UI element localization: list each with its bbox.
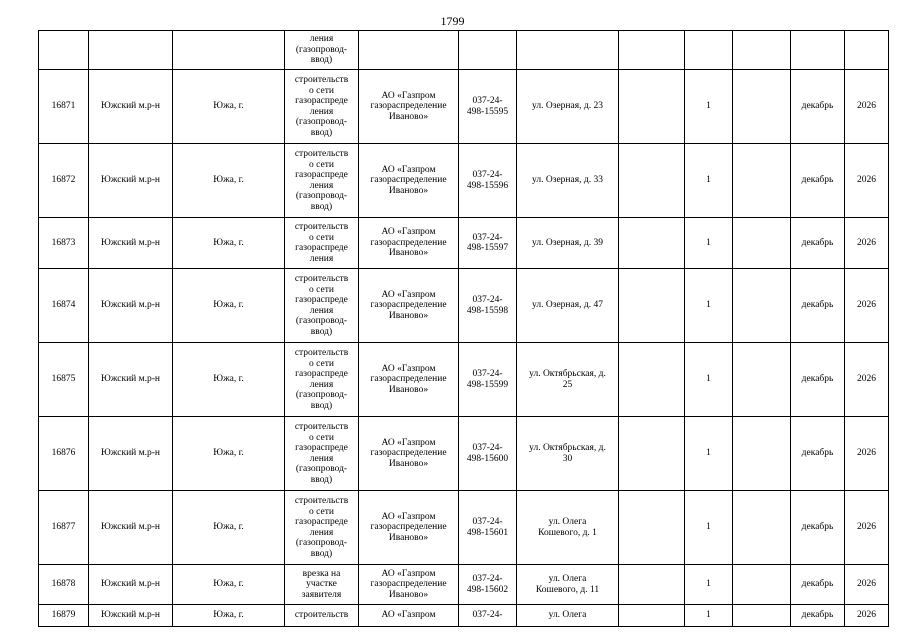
cell-qty: 1 [685,269,733,343]
cell-qty: 1 [685,417,733,491]
cell-empty [619,31,685,70]
cell-type: строительств [285,605,359,627]
cell-type: строительств о сети газораспреде ления (газопровод- ввод) [285,343,359,417]
table-row [39,491,889,565]
table-row-partial [39,31,889,70]
cell-year: 2026 [845,565,889,605]
cell-num: 16873 [39,218,89,269]
cell-type: строительств о сети газораспреде ления [285,218,359,269]
cell-num: 16875 [39,343,89,417]
cell-empty [733,31,791,70]
cell-month: декабрь [791,491,845,565]
cell-year: 2026 [845,491,889,565]
cell-address: ул. Олега Кошевого, д. 1 [517,491,619,565]
cell-year: 2026 [845,343,889,417]
cell-org: АО «Газпром [359,605,459,627]
cell-address: ул. Олега Кошевого, д. 11 [517,565,619,605]
cell-code [459,31,517,70]
table-body [39,31,889,627]
cell-code: 037-24- 498-15597 [459,218,517,269]
cell-year: 2026 [845,144,889,218]
cell-empty [733,491,791,565]
cell-org [359,31,459,70]
cell-type: строительств о сети газораспреде ления (газопровод- ввод) [285,491,359,565]
cell-org: АО «Газпром газораспределение Иваново» [359,218,459,269]
cell-qty: 1 [685,70,733,144]
cell-code: 037-24- [459,605,517,627]
cell-num: 16872 [39,144,89,218]
cell-org: АО «Газпром газораспределение Иваново» [359,144,459,218]
cell-code: 037-24- 498-15596 [459,144,517,218]
cell-org: АО «Газпром газораспределение Иваново» [359,70,459,144]
cell-city: Южа, г. [173,491,285,565]
cell-address: ул. Озерная, д. 23 [517,70,619,144]
cell-city: Южа, г. [173,218,285,269]
cell-address: ул. Олега [517,605,619,627]
table-row [39,144,889,218]
table-row [39,269,889,343]
table-row [39,565,889,605]
cell-district: Южский м.р-н [89,417,173,491]
cell-type: врезка на участке заявителя [285,565,359,605]
cell-num: 16878 [39,565,89,605]
table-row [39,605,889,627]
cell-year: 2026 [845,605,889,627]
cell-code: 037-24- 498-15601 [459,491,517,565]
cell-address: ул. Озерная, д. 33 [517,144,619,218]
cell-district: Южский м.р-н [89,491,173,565]
cell-empty [619,144,685,218]
cell-district: Южский м.р-н [89,343,173,417]
cell-org: АО «Газпром газораспределение Иваново» [359,491,459,565]
cell-num [39,31,89,70]
cell-district [89,31,173,70]
cell-qty: 1 [685,605,733,627]
cell-month: декабрь [791,70,845,144]
cell-address [517,31,619,70]
table-row [39,218,889,269]
cell-code: 037-24- 498-15602 [459,565,517,605]
cell-empty [619,491,685,565]
cell-month: декабрь [791,144,845,218]
cell-qty: 1 [685,144,733,218]
cell-city: Южа, г. [173,565,285,605]
cell-empty [733,269,791,343]
cell-district: Южский м.р-н [89,565,173,605]
cell-code: 037-24- 498-15598 [459,269,517,343]
table-row [39,70,889,144]
cell-month: декабрь [791,343,845,417]
cell-qty [685,31,733,70]
cell-district: Южский м.р-н [89,269,173,343]
cell-code: 037-24- 498-15600 [459,417,517,491]
cell-city: Южа, г. [173,417,285,491]
cell-month: декабрь [791,565,845,605]
cell-year: 2026 [845,417,889,491]
cell-city: Южа, г. [173,269,285,343]
cell-type: строительств о сети газораспреде ления (газопровод- ввод) [285,144,359,218]
cell-type: ления (газопровод- ввод) [285,31,359,70]
cell-address: ул. Октябрьская, д. 30 [517,417,619,491]
table-row [39,343,889,417]
cell-address: ул. Озерная, д. 47 [517,269,619,343]
cell-empty [733,605,791,627]
cell-city: Южа, г. [173,70,285,144]
cell-district: Южский м.р-н [89,605,173,627]
page-number: 1799 [440,14,465,28]
cell-type: строительств о сети газораспреде ления (газопровод- ввод) [285,417,359,491]
cell-org: АО «Газпром газораспределение Иваново» [359,343,459,417]
cell-org: АО «Газпром газораспределение Иваново» [359,269,459,343]
cell-type: строительств о сети газораспреде ления (газопровод- ввод) [285,70,359,144]
cell-type: строительств о сети газораспреде ления (газопровод- ввод) [285,269,359,343]
cell-city [173,31,285,70]
cell-empty [733,144,791,218]
cell-empty [733,343,791,417]
cell-city: Южа, г. [173,144,285,218]
cell-year: 2026 [845,218,889,269]
cell-district: Южский м.р-н [89,218,173,269]
cell-city: Южа, г. [173,343,285,417]
cell-empty [619,417,685,491]
cell-empty [619,343,685,417]
cell-year: 2026 [845,70,889,144]
registry-table [38,30,889,627]
cell-city: Южа, г. [173,605,285,627]
cell-empty [619,605,685,627]
cell-year [845,31,889,70]
cell-district: Южский м.р-н [89,144,173,218]
cell-empty [733,417,791,491]
cell-qty: 1 [685,565,733,605]
cell-month: декабрь [791,605,845,627]
cell-empty [619,565,685,605]
cell-empty [733,70,791,144]
cell-code: 037-24- 498-15595 [459,70,517,144]
cell-district: Южский м.р-н [89,70,173,144]
cell-num: 16876 [39,417,89,491]
cell-qty: 1 [685,218,733,269]
cell-qty: 1 [685,491,733,565]
cell-org: АО «Газпром газораспределение Иваново» [359,565,459,605]
cell-year: 2026 [845,269,889,343]
cell-empty [619,218,685,269]
cell-num: 16877 [39,491,89,565]
cell-qty: 1 [685,343,733,417]
cell-month [791,31,845,70]
cell-address: ул. Октябрьская, д. 25 [517,343,619,417]
table-row [39,417,889,491]
cell-num: 16871 [39,70,89,144]
cell-num: 16879 [39,605,89,627]
cell-code: 037-24- 498-15599 [459,343,517,417]
cell-empty [733,565,791,605]
cell-org: АО «Газпром газораспределение Иваново» [359,417,459,491]
cell-address: ул. Озерная, д. 39 [517,218,619,269]
cell-empty [619,269,685,343]
cell-month: декабрь [791,218,845,269]
cell-month: декабрь [791,269,845,343]
cell-empty [619,70,685,144]
cell-empty [733,218,791,269]
cell-num: 16874 [39,269,89,343]
cell-month: декабрь [791,417,845,491]
